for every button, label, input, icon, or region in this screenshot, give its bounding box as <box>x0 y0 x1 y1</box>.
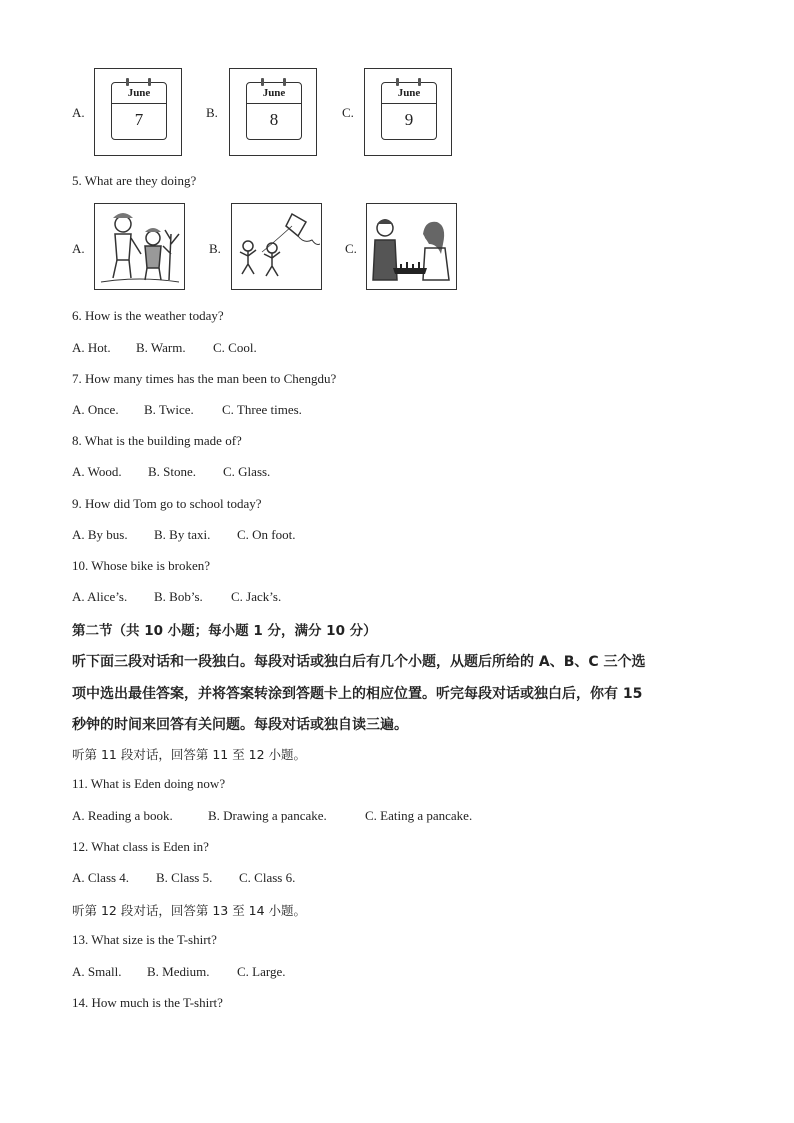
section-2-instructions-line-1: 听下面三段对话和一段独白。每段对话或独白后有几个小题，从题后所给的 A、B、C 三个选 <box>72 654 646 670</box>
q11-option-b[interactable]: B. Drawing a pancake. <box>208 808 327 823</box>
q7-option-b[interactable]: B. Twice. <box>144 402 194 417</box>
q9-option-b[interactable]: B. By taxi. <box>154 527 211 542</box>
q5-option-b-letter: B. <box>209 241 221 256</box>
q11-option-a[interactable]: A. Reading a book. <box>72 808 173 823</box>
q4-option-b-letter: B. <box>206 105 218 120</box>
q9-options <box>72 527 296 543</box>
q8-option-a[interactable]: A. Wood. <box>72 464 122 479</box>
calendar-month: June <box>112 83 166 104</box>
q10-option-c[interactable]: C. Jack’s. <box>231 589 282 604</box>
q13-options <box>72 964 286 980</box>
calendar-day: 7 <box>134 110 144 129</box>
q8-options <box>72 464 270 480</box>
q6-option-a[interactable]: A. Hot. <box>72 340 111 355</box>
q4-option-c-letter: C. <box>342 105 354 120</box>
q13-option-b[interactable]: B. Medium. <box>147 964 210 979</box>
q6-options <box>72 340 257 356</box>
q5-option-a-letter: A. <box>72 241 85 256</box>
q10-option-a[interactable]: A. Alice’s. <box>72 589 128 604</box>
calendar-month: June <box>382 83 436 104</box>
q11-options <box>72 808 472 824</box>
q9-question: 9. How did Tom go to school today? <box>72 496 262 511</box>
q8-option-b[interactable]: B. Stone. <box>148 464 197 479</box>
q7-option-a[interactable]: A. Once. <box>72 402 119 417</box>
q7-option-c[interactable]: C. Three times. <box>222 402 302 417</box>
q5-question: 5. What are they doing? <box>72 173 197 188</box>
q13-option-c[interactable]: C. Large. <box>237 964 286 979</box>
q9-option-c[interactable]: C. On foot. <box>237 527 296 542</box>
calendar-june-8-picture <box>229 68 317 156</box>
q13-question: 13. What size is the T-shirt? <box>72 932 217 947</box>
q9-option-a[interactable]: A. By bus. <box>72 527 128 542</box>
q12-option-b[interactable]: B. Class 5. <box>156 870 213 885</box>
q6-option-c[interactable]: C. Cool. <box>213 340 257 355</box>
planting-trees-picture <box>94 203 185 290</box>
q11-question: 11. What is Eden doing now? <box>72 776 226 791</box>
q12-option-a[interactable]: A. Class 4. <box>72 870 130 885</box>
flying-kite-picture <box>231 203 322 290</box>
dialog-11-instruction: 听第 11 段对话，回答第 11 至 12 小题。 <box>72 747 307 762</box>
q8-option-c[interactable]: C. Glass. <box>223 464 271 479</box>
q8-question: 8. What is the building made of? <box>72 433 242 448</box>
q4-option-a-letter: A. <box>72 105 85 120</box>
q5-option-c-letter: C. <box>345 241 357 256</box>
q10-options <box>72 589 281 605</box>
calendar-june-7-picture <box>94 68 182 156</box>
q11-option-c[interactable]: C. Eating a pancake. <box>365 808 473 823</box>
calendar-day: 9 <box>404 110 414 129</box>
section-2-title: 第二节（共 10 小题；每小题 1 分，满分 10 分） <box>72 623 377 639</box>
q13-option-a[interactable]: A. Small. <box>72 964 122 979</box>
q12-question: 12. What class is Eden in? <box>72 839 209 854</box>
q10-option-b[interactable]: B. Bob’s. <box>154 589 203 604</box>
q6-question: 6. How is the weather today? <box>72 308 224 323</box>
q7-question: 7. How many times has the man been to Chengdu? <box>72 371 337 386</box>
q6-option-b[interactable]: B. Warm. <box>136 340 186 355</box>
calendar-day: 8 <box>269 110 279 129</box>
dialog-12-instruction: 听第 12 段对话，回答第 13 至 14 小题。 <box>72 903 307 918</box>
section-2-instructions-line-2: 项中选出最佳答案，并将答案转涂到答题卡上的相应位置。听完每段对话或独白后，你有 15 <box>72 686 643 702</box>
calendar-month: June <box>247 83 301 104</box>
playing-chess-picture <box>366 203 457 290</box>
q14-question: 14. How much is the T-shirt? <box>72 995 223 1010</box>
q7-options <box>72 402 302 418</box>
section-2-instructions-line-3: 秒钟的时间来回答有关问题。每段对话或独自读三遍。 <box>72 717 408 733</box>
q10-question: 10. Whose bike is broken? <box>72 558 211 573</box>
q12-option-c[interactable]: C. Class 6. <box>239 870 296 885</box>
calendar-june-9-picture <box>364 68 452 156</box>
q12-options <box>72 870 295 886</box>
